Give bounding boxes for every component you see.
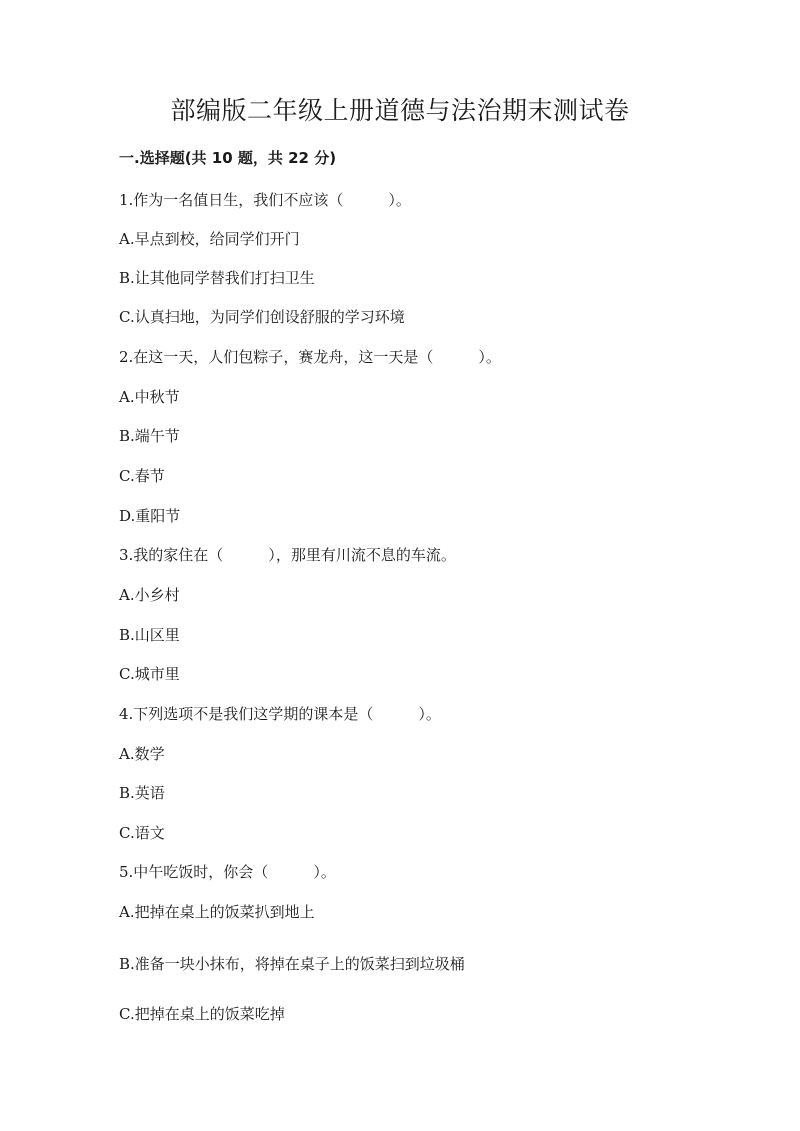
question-stem-2: 2.在这一天，人们包粽子，赛龙舟，这一天是（ ）。 (119, 348, 501, 366)
page-title: 部编版二年级上册道德与法治期末测试卷 (170, 96, 630, 125)
question-stem-3: 3.我的家住在（ ），那里有川流不息的车流。 (119, 546, 456, 564)
question-stem-5: 5.中午吃饭时，你会（ ）。 (119, 863, 336, 881)
question-2-option-a: A.中秋节 (119, 388, 180, 406)
section-heading: 一.选择题(共 10 题，共 22 分) (119, 149, 337, 167)
question-5-option-c: C.把掉在桌上的饭菜吃掉 (119, 1005, 285, 1023)
question-1-option-a: A.早点到校，给同学们开门 (119, 230, 300, 248)
question-stem-1: 1.作为一名值日生，我们不应该（ ）。 (119, 191, 411, 209)
question-3-option-a: A.小乡村 (119, 586, 180, 604)
question-1-option-c: C.认真扫地，为同学们创设舒服的学习环境 (119, 308, 405, 326)
question-2-option-d: D.重阳节 (119, 507, 181, 525)
question-1-option-b: B.让其他同学替我们打扫卫生 (119, 269, 315, 287)
question-4-option-c: C.语文 (119, 824, 165, 842)
question-3-option-c: C.城市里 (119, 665, 180, 683)
question-3-option-b: B.山区里 (119, 626, 180, 644)
question-2-option-c: C.春节 (119, 467, 165, 485)
question-stem-4: 4.下列选项不是我们这学期的课本是（ ）。 (119, 705, 441, 723)
question-2-option-b: B.端午节 (119, 427, 180, 445)
question-4-option-b: B.英语 (119, 784, 165, 802)
question-5-option-b: B.准备一块小抹布，将掉在桌子上的饭菜扫到垃圾桶 (119, 955, 465, 973)
question-5-option-a: A.把掉在桌上的饭菜扒到地上 (119, 903, 315, 921)
question-4-option-a: A.数学 (119, 745, 165, 763)
